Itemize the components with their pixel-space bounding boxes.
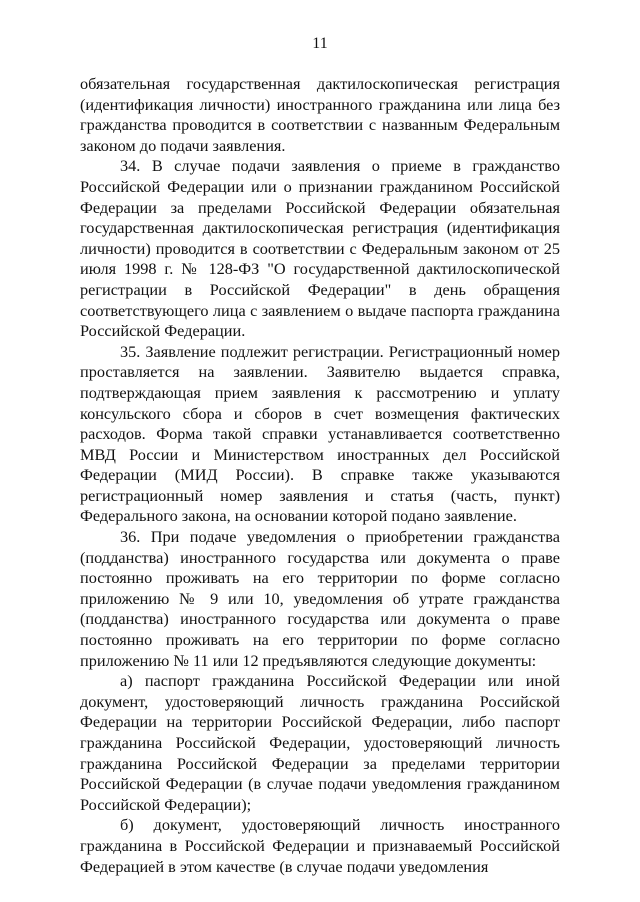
paragraph-item-35: 35. Заявление подлежит регистрации. Регистрационный номер проставляется на заявлении. Заявителю выдается справка, подтверждающая прием заявления к рассмотрению и уплату консульского сбора и сборов в счет возмещения фактических расходов. Форма такой справки устанавливается соответственно МВД России и Министерством иностранных дел Российской Федерации (МИД России). В справке также указываются регистрационный номер заявления и статья (часть, пункт) Федерального закона, на основании которой подано заявление. xyxy=(80,341,560,526)
paragraph-item-36a: а) паспорт гражданина Российской Федерации или иной документ, удостоверяющий личность гражданина Российской Федерации на территории Российской Федерации, либо паспорт гражданина Российской Федерации, удостоверяющий личность гражданина Российской Федерации за пределами территории Российской Федерации (в случае подачи уведомления гражданином Российской Федерации); xyxy=(80,671,560,814)
document-body xyxy=(80,74,560,877)
paragraph-item-36: 36. При подаче уведомления о приобретении гражданства (подданства) иностранного государства или документа о праве постоянно проживать на его территории по форме согласно приложению № 9 или 10, уведомления об утрате гражданства (подданства) иностранного государства или документа о праве постоянно проживать на его территории по форме согласно приложению № 11 или 12 предъявляются следующие документы: xyxy=(80,527,560,670)
paragraph-continuation: обязательная государственная дактилоскопическая регистрация (идентификация личности) иностранного гражданина или лица без гражданства проводится в соответствии с названным Федеральным законом до подачи заявления. xyxy=(80,74,560,155)
paragraph-item-34: 34. В случае подачи заявления о приеме в гражданство Российской Федерации или о признании гражданином Российской Федерации за пределами Российской Федерации обязательная государственная дактилоскопическая регистрация (идентификация личности) проводится в соответствии с Федеральным законом от 25 июля 1998 г. № 128-ФЗ "О государственной дактилоскопической регистрации в Российской Федерации" в день обращения соответствующего лица с заявлением о выдаче паспорта гражданина Российской Федерации. xyxy=(80,156,560,341)
paragraph-item-36b: б) документ, удостоверяющий личность иностранного гражданина в Российской Федерации и признаваемый Российской Федерацией в этом качестве (в случае подачи уведомления xyxy=(80,815,560,876)
page-number: 11 xyxy=(312,35,328,52)
